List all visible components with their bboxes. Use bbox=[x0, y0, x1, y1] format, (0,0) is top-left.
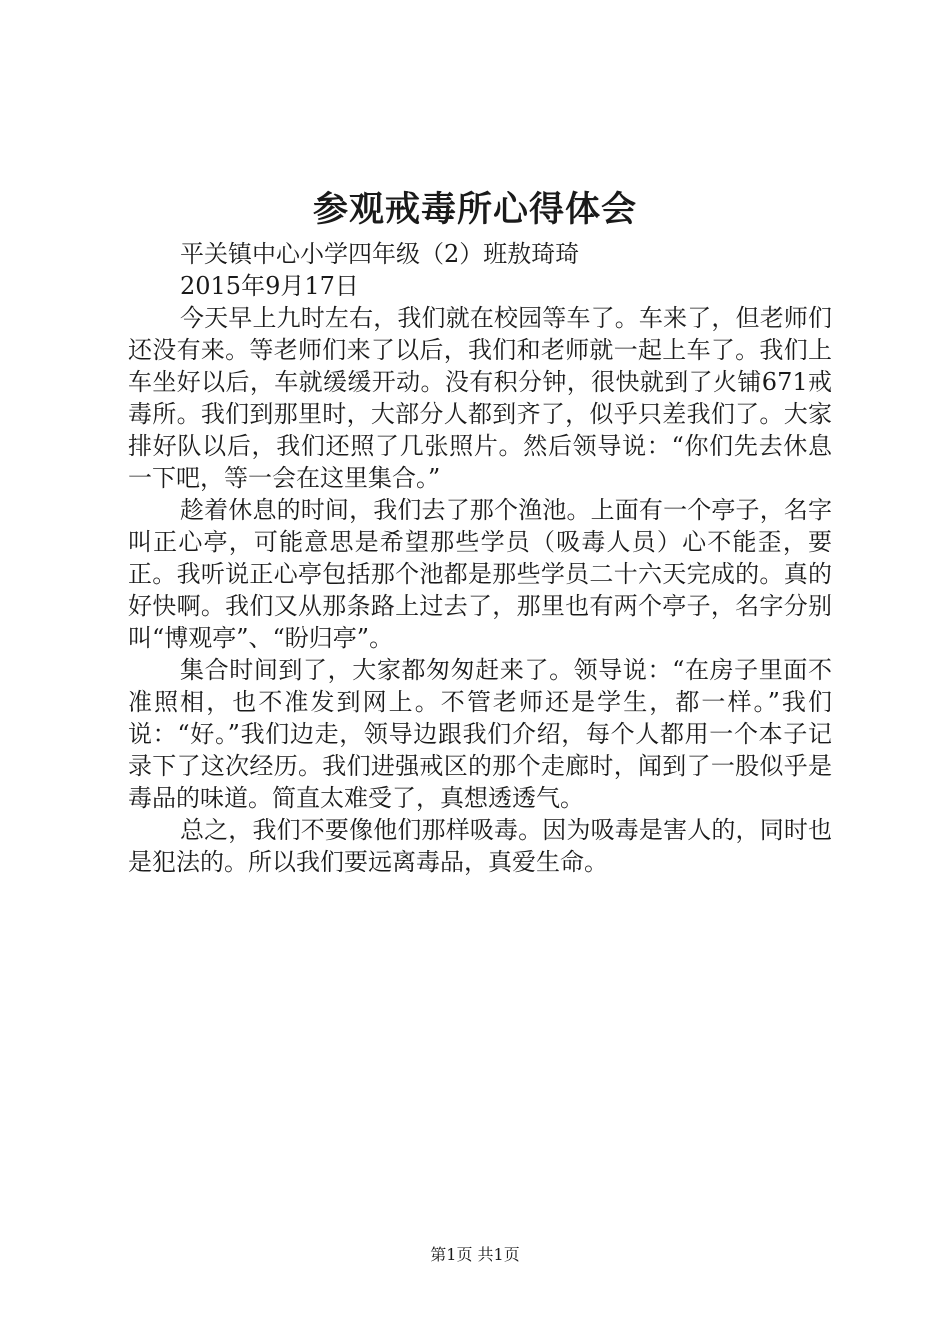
date-line: 2015年9月17日 bbox=[180, 272, 359, 300]
paragraph-3: 集合时间到了，大家都匆匆赶来了。领导说：“在房子里面不准照相，也不准发到网上。不管老师还是学生，都一样。”我们说：“好。”我们边走，领导边跟我们介绍，每个人都用一个本子记录下了这次经历。我们进强戒区的那个走廊时，闻到了一股似乎是毒品的味道。简直太难受了，真想透透气。 bbox=[128, 656, 832, 812]
document-title: 参观戒毒所心得体会 bbox=[312, 189, 637, 230]
page-footer: 第1页 共1页 bbox=[430, 1245, 520, 1264]
paragraph-4: 总之，我们不要像他们那样吸毒。因为吸毒是害人的，同时也是犯法的。所以我们要远离毒品，真爱生命。 bbox=[128, 816, 832, 876]
paragraph-2: 趁着休息的时间，我们去了那个渔池。上面有一个亭子，名字叫正心亭，可能意思是希望那些学员（吸毒人员）心不能歪，要正。我听说正心亭包括那个池都是那些学员二十六天完成的。真的好快啊。我们又从那条路上过去了，那里也有两个亭子，名字分别叫“博观亭”、“盼归亭”。 bbox=[128, 496, 832, 652]
author-line: 平关镇中心小学四年级（2）班敖琦琦 bbox=[180, 240, 580, 268]
document-body bbox=[128, 238, 832, 878]
paragraph-1: 今天早上九时左右，我们就在校园等车了。车来了，但老师们还没有来。等老师们来了以后，我们和老师就一起上车了。我们上车坐好以后，车就缓缓开动。没有积分钟，很快就到了火铺671戒毒所。我们到那里时，大部分人都到齐了，似乎只差我们了。大家排好队以后，我们还照了几张照片。然后领导说：“你们先去休息一下吧，等一会在这里集合。” bbox=[128, 304, 832, 492]
